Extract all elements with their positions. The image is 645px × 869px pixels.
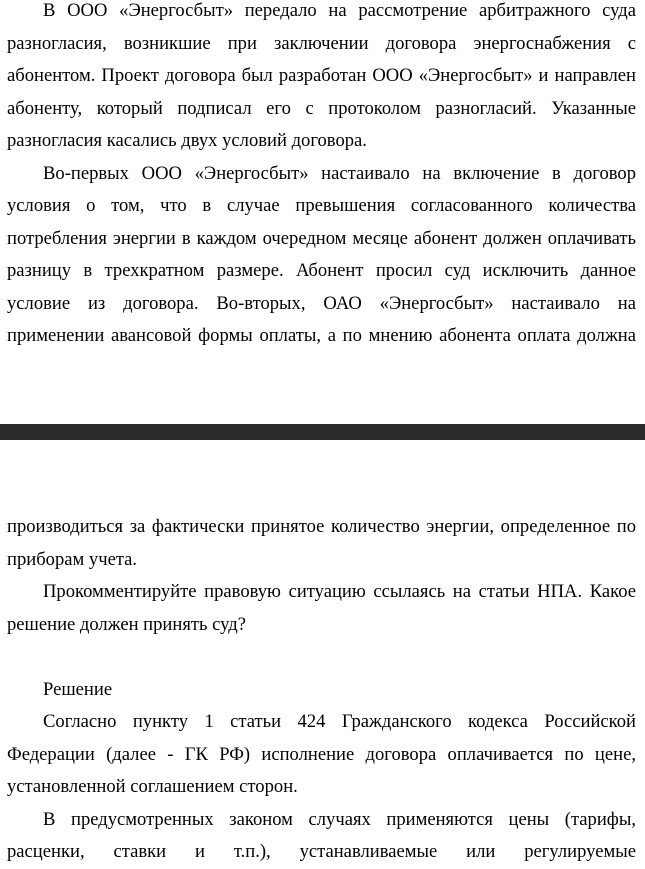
text-line: Во-первых ООО «Энергосбыт» настаивало на включение в договор xyxy=(43,162,636,184)
text-line: установленной соглашением сторон. xyxy=(7,776,298,797)
text-line: разногласия, возникшие при заключении договора энергоснабжения с xyxy=(7,32,636,54)
document-page-top xyxy=(7,0,636,353)
document-page-bottom xyxy=(7,511,636,869)
text-line: производиться за фактически принятое количество энергии, определенное по xyxy=(7,516,636,537)
text-line: решение должен принять суд? xyxy=(7,613,246,635)
text-line: условие из договора. Во-вторых, ОАО «Энергосбыт» настаивало на xyxy=(7,292,636,314)
text-line: Федерации (далее - ГК РФ) исполнение договора оплачивается по цене, xyxy=(7,743,636,765)
text-line: В ООО «Энергосбыт» передало на рассмотрение арбитражного суда xyxy=(43,0,636,21)
text-line: потребления энергии в каждом очередном месяце абонент должен оплачивать xyxy=(7,227,636,249)
blank-line xyxy=(7,641,636,674)
text-line: расценки, ставки и т.п.), устанавливаемые или регулируемые xyxy=(7,841,636,862)
text-line: Прокомментируйте правовую ситуацию ссылаясь на статьи НПА. Какое xyxy=(43,581,636,602)
text-line: абонентом. Проект договора был разработан ООО «Энергосбыт» и направлен xyxy=(7,65,636,86)
text-line: В предусмотренных законом случаях применяются цены (тарифы, xyxy=(43,808,636,830)
text-line: Согласно пункту 1 статьи 424 Гражданского кодекса Российской xyxy=(43,711,636,732)
page-break-bar xyxy=(0,424,645,440)
text-line: приборам учета. xyxy=(7,548,138,570)
text-line: разницу в трехкратном размере. Абонент просил суд исключить данное xyxy=(7,260,636,281)
text-line: абоненту, который подписал его с протоколом разногласий. Указанные xyxy=(7,97,636,119)
section-heading: Решение xyxy=(43,678,113,700)
text-line: разногласия касались двух условий договора. xyxy=(7,130,367,151)
text-line: применении авансовой формы оплаты, а по мнению абонента оплата должна xyxy=(7,325,636,346)
text-line: условия о том, что в случае превышения согласованного количества xyxy=(7,195,636,216)
